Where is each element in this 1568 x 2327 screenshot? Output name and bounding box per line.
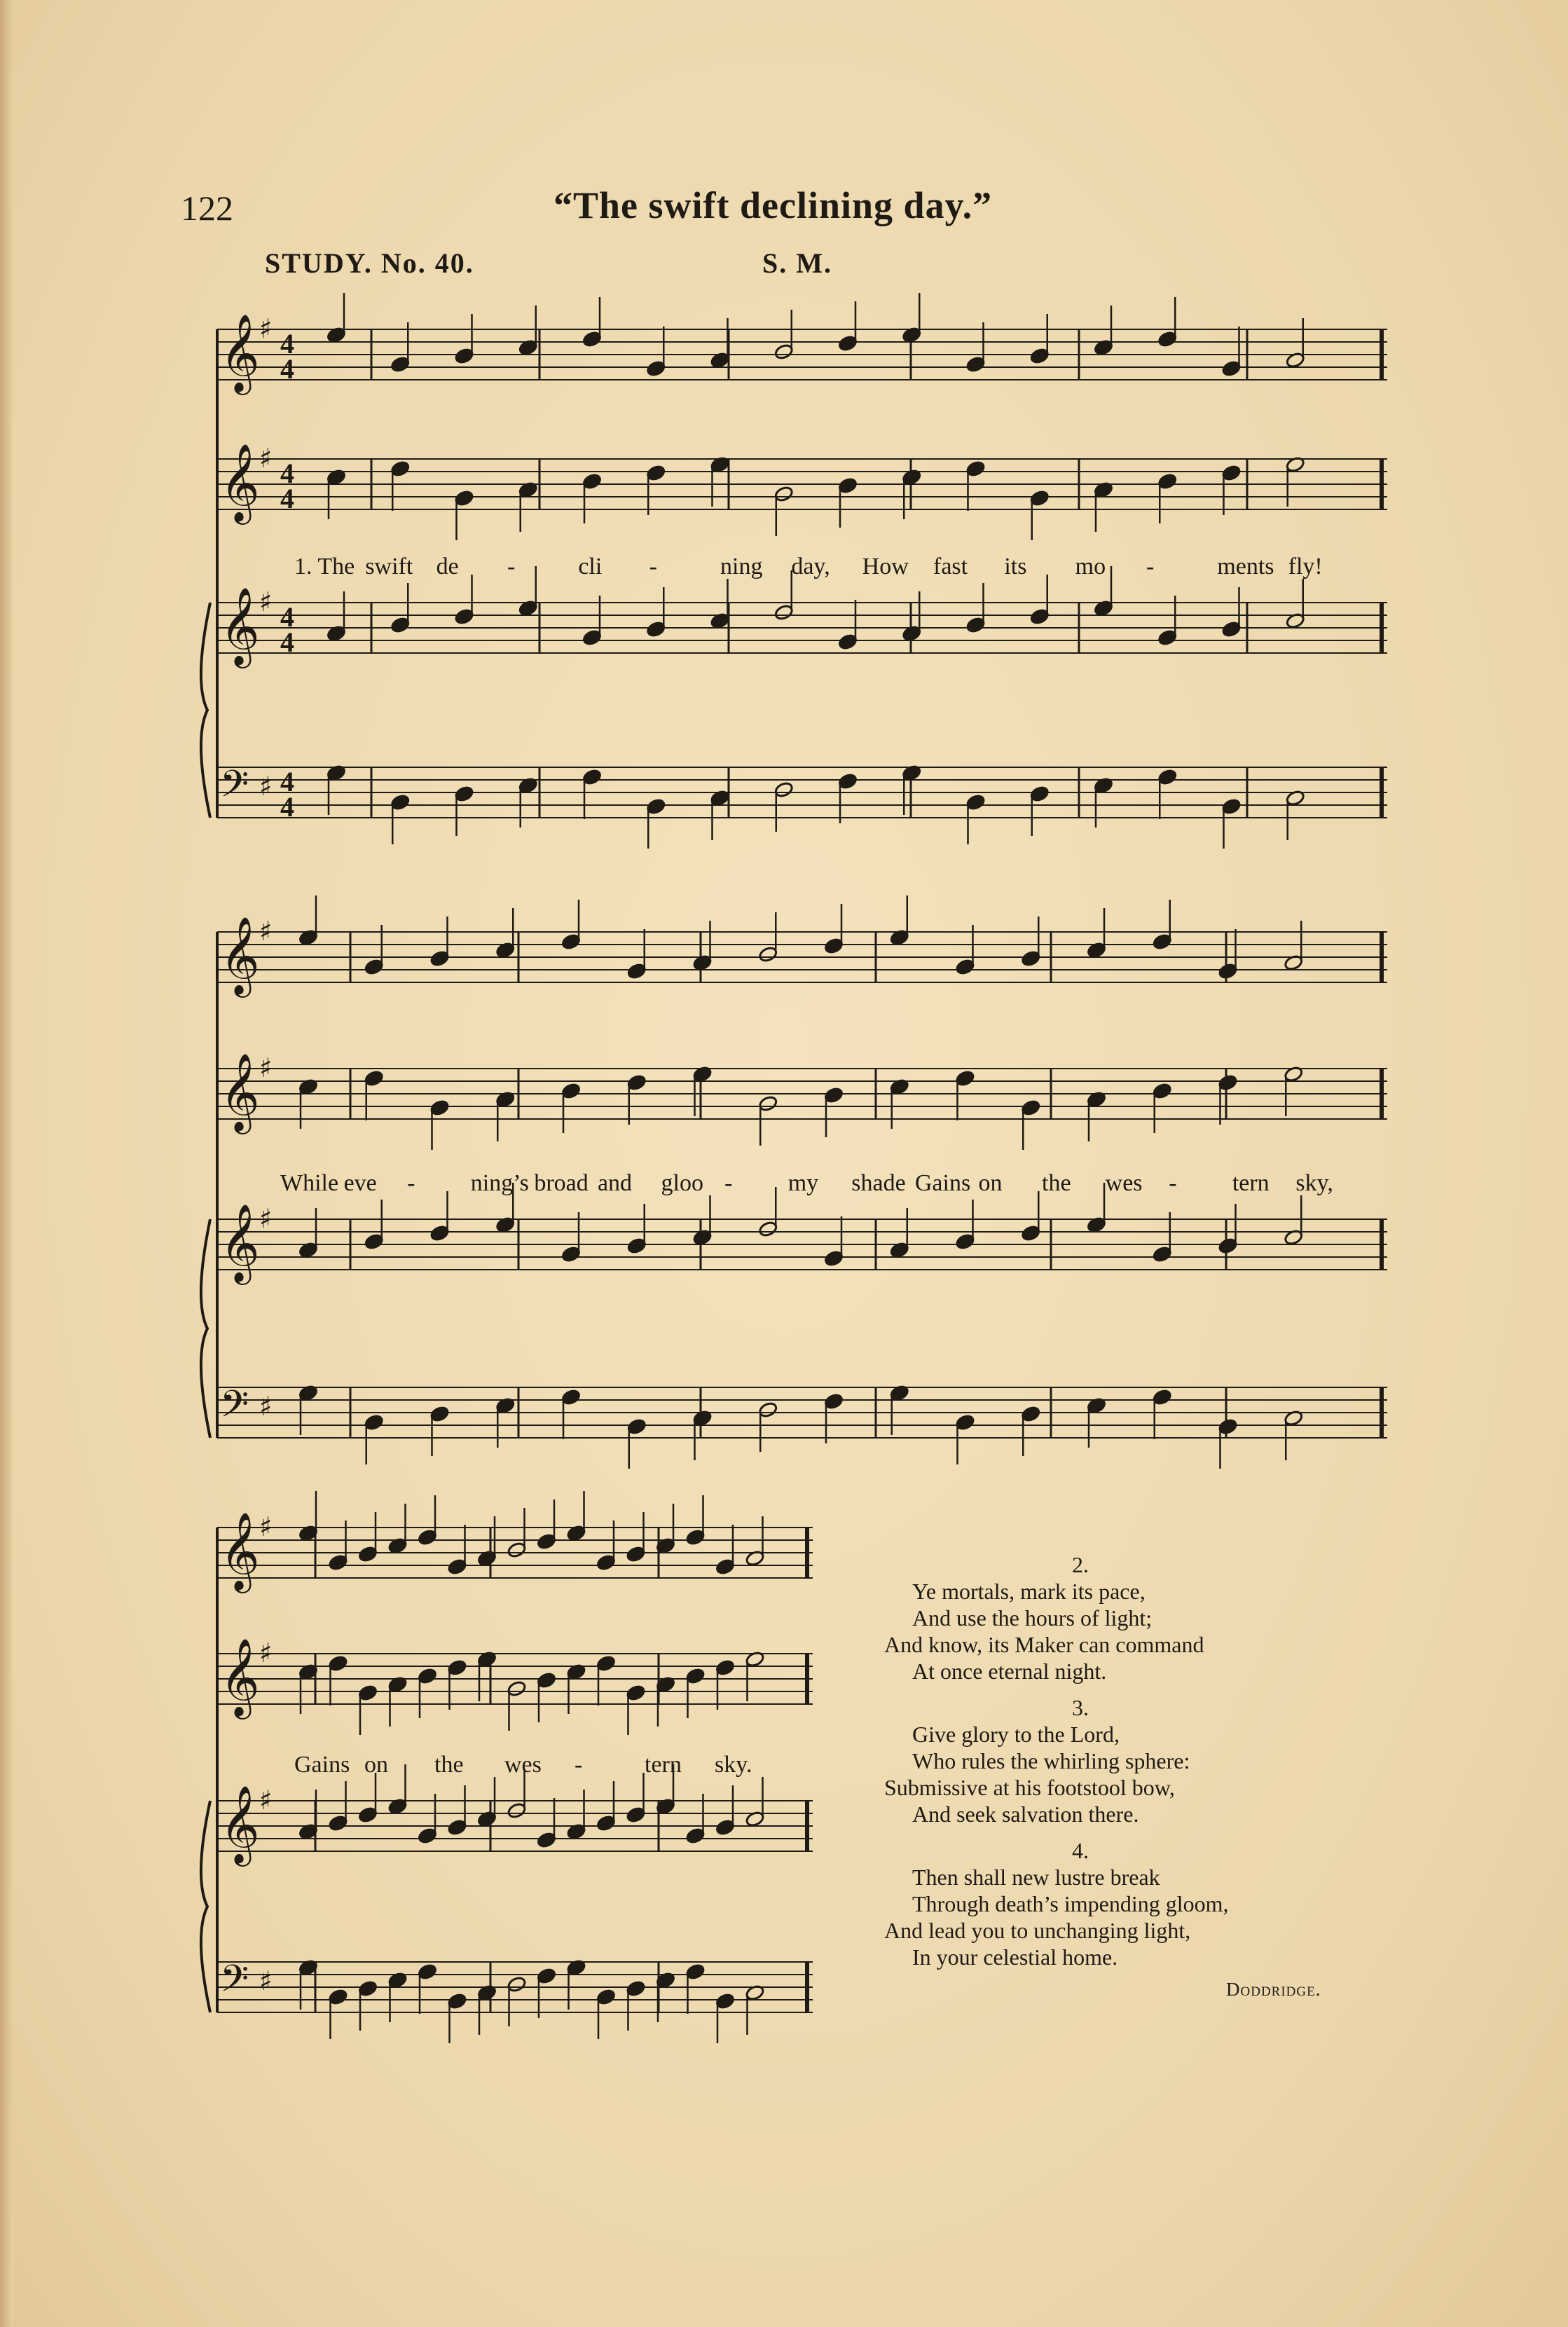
time-signature: 4	[280, 601, 294, 633]
lyric-syllable: the	[434, 1752, 464, 1778]
verse-line: Submissive at his footstool bow,	[884, 1775, 1175, 1800]
verse-line: In your celestial home.	[912, 1944, 1118, 1970]
verse-2	[884, 1551, 1389, 1684]
verse-number: 3.	[1072, 1695, 1089, 1720]
verse-line: Through death’s impending gloom,	[912, 1891, 1229, 1916]
lyric-syllable: sky,	[1295, 1170, 1333, 1196]
clef-icon: ♯	[259, 1391, 273, 1422]
lyric-syllable: fast	[933, 554, 968, 579]
lyric-syllable: How	[862, 554, 909, 579]
lyric-syllable: gloo	[661, 1170, 703, 1196]
lyric-syllable: day,	[791, 554, 830, 579]
clef-icon: 𝄞	[220, 586, 260, 665]
verse-line: Ye mortals, mark its pace,	[912, 1579, 1146, 1604]
music-system-3	[210, 1513, 813, 2074]
clef-icon: ♯	[259, 916, 273, 947]
clef-icon: 𝄢	[220, 1383, 249, 1435]
lyric-syllable: broad	[534, 1170, 589, 1196]
lyric-syllable: -	[724, 1170, 733, 1196]
verse-line: And use the hours of light;	[912, 1605, 1153, 1631]
clef-icon: 𝄞	[220, 443, 260, 521]
verse-line: Give glory to the Lord,	[912, 1722, 1120, 1747]
lyric-syllable: Gains	[294, 1752, 350, 1778]
lyric-syllable: ments	[1217, 554, 1274, 579]
page-number: 122	[181, 188, 233, 228]
page-edge	[0, 0, 13, 2327]
additional-verses	[884, 1542, 1389, 1970]
lyric-syllable: tern	[645, 1752, 682, 1778]
lyric-syllable: wes	[1105, 1170, 1143, 1196]
lyric-syllable: -	[407, 1170, 415, 1196]
lyric-syllable: my	[788, 1170, 819, 1196]
verse-line: At once eternal night.	[912, 1659, 1107, 1684]
lyric-syllable: -	[575, 1752, 583, 1778]
staff-graphics	[210, 1513, 813, 2074]
lyric-syllable: tern	[1232, 1170, 1270, 1196]
verse-line: And seek salvation there.	[912, 1801, 1139, 1827]
time-signature: 4	[280, 766, 294, 797]
music-system-1	[210, 308, 1387, 869]
lyric-syllable: on	[978, 1170, 1003, 1196]
lyric-syllable: Gains	[914, 1170, 971, 1196]
time-signature: 4	[280, 353, 294, 385]
verse-line: Who rules the whirling sphere:	[912, 1748, 1190, 1773]
lyric-syllable: the	[1042, 1170, 1071, 1196]
verse-line: And lead you to unchanging light,	[884, 1918, 1191, 1943]
clef-icon: ♯	[259, 1965, 273, 1996]
lyrics-line-1	[210, 554, 1387, 582]
lyric-syllable: shade	[851, 1170, 906, 1196]
verse-line: And know, its Maker can command	[884, 1632, 1204, 1657]
lyrics-line-3	[210, 1752, 813, 1780]
lyric-syllable: -	[649, 554, 657, 579]
lyric-syllable: -	[1146, 554, 1155, 579]
time-signature: 4	[280, 328, 294, 359]
clef-icon: ♯	[259, 1511, 273, 1542]
clef-icon: ♯	[259, 586, 273, 617]
meter-label: S. M.	[762, 247, 832, 279]
clef-icon: ♯	[259, 1052, 273, 1083]
time-signature: 4	[280, 626, 294, 658]
lyric-syllable: de	[436, 554, 459, 579]
clef-icon: 𝄞	[220, 1638, 260, 1716]
lyric-syllable: fly!	[1288, 554, 1323, 579]
lyric-syllable: cli	[578, 554, 603, 579]
lyric-syllable: wes	[504, 1752, 542, 1778]
lyric-syllable: ning	[720, 554, 763, 579]
lyric-syllable: sky.	[715, 1752, 752, 1778]
lyric-syllable: -	[507, 554, 516, 579]
clef-icon: 𝄞	[220, 1511, 260, 1590]
verse-4	[884, 1837, 1389, 1970]
clef-icon: ♯	[259, 1203, 273, 1234]
clef-icon: 𝄢	[220, 763, 249, 815]
staff-graphics	[210, 918, 1387, 1492]
clef-icon: 𝄞	[220, 313, 260, 392]
clef-icon: ♯	[259, 1785, 273, 1815]
lyric-syllable: While	[280, 1170, 339, 1196]
brace-mark	[201, 1801, 210, 2012]
brace-mark	[201, 603, 210, 818]
clef-icon: 𝄢	[220, 1958, 249, 2010]
time-signature: 4	[280, 458, 294, 489]
clef-icon: 𝄞	[220, 1203, 260, 1282]
brace-mark	[201, 1219, 210, 1438]
verse-number: 2.	[1072, 1552, 1089, 1577]
lyric-syllable: mo	[1075, 554, 1106, 579]
clef-icon: 𝄞	[220, 916, 260, 994]
lyric-syllable: ning’s	[470, 1170, 529, 1196]
lyric-syllable: eve	[343, 1170, 377, 1196]
lyrics-line-2	[210, 1170, 1387, 1198]
verse-line: Then shall new lustre break	[912, 1865, 1160, 1890]
music-system-2	[210, 918, 1387, 1492]
clef-icon: 𝄞	[220, 1785, 260, 1863]
lyric-syllable: and	[597, 1170, 633, 1196]
clef-icon: 𝄞	[220, 1052, 260, 1131]
author-credit: Doddridge.	[1226, 1979, 1321, 2000]
time-signature: 4	[280, 791, 294, 823]
clef-icon: ♯	[259, 771, 273, 802]
lyric-syllable: -	[1169, 1170, 1177, 1196]
verse-number: 4.	[1072, 1838, 1089, 1863]
study-label: STUDY. No. 40.	[265, 247, 474, 279]
staff-graphics	[210, 308, 1387, 869]
clef-icon: ♯	[259, 443, 273, 474]
verse-3	[884, 1694, 1389, 1827]
hymn-title: “The swift declining day.”	[553, 184, 993, 226]
clef-icon: ♯	[259, 1638, 273, 1668]
time-signature: 4	[280, 483, 294, 514]
lyric-syllable: 1. The	[294, 554, 355, 579]
lyric-syllable: its	[1004, 554, 1027, 579]
clef-icon: ♯	[259, 313, 273, 344]
lyric-syllable: swift	[365, 554, 413, 579]
lyric-syllable: on	[364, 1752, 388, 1778]
